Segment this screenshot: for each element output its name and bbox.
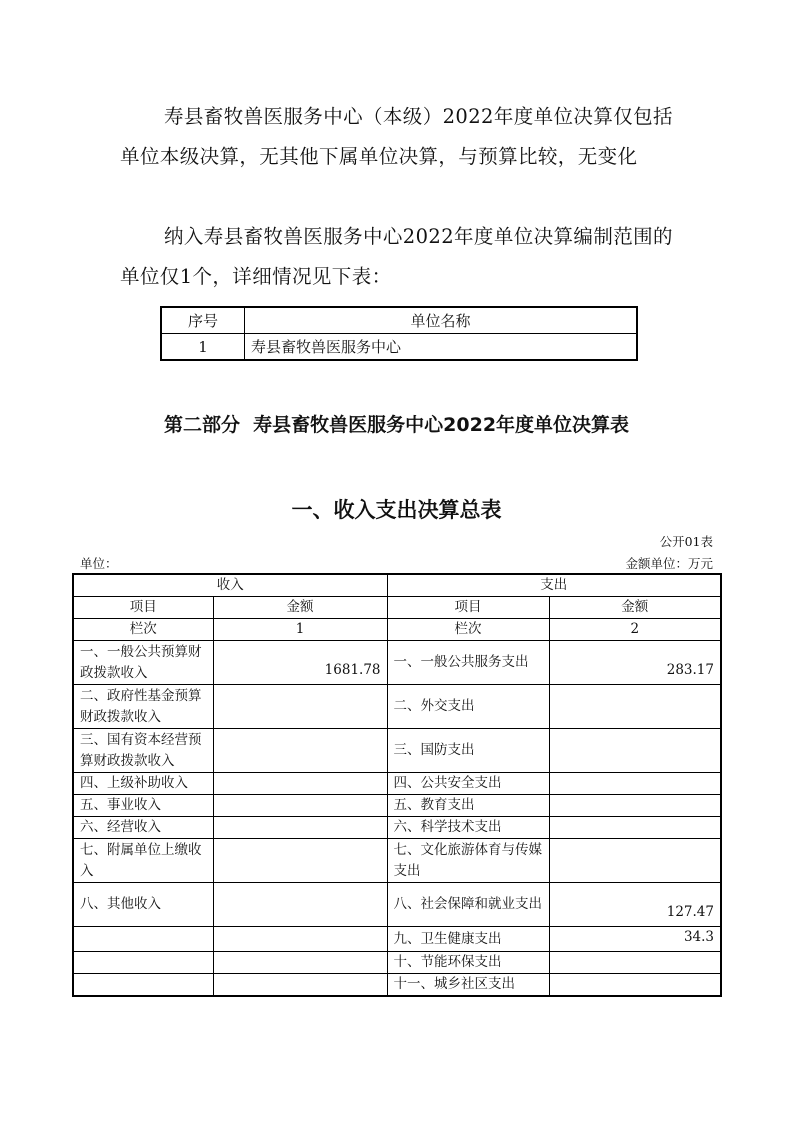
summary-column-header-row	[73, 597, 721, 619]
income-amount-cell: 1681.78	[213, 641, 387, 685]
income-item-cell: 四、上级补助收入	[73, 773, 213, 795]
section-title: 第二部分 寿县畜牧兽医服务中心2022年度单位决算表	[163, 414, 630, 436]
table-row	[73, 839, 721, 883]
expense-item-cell: 二、外交支出	[387, 685, 549, 729]
intro-paragraph-1-text: 寿县畜牧兽医服务中心（本级）2022年度单位决算仅包括单位本级决算，无其他下属单位决算，与预算比较，无变化	[120, 105, 673, 168]
income-item-cell: 三、国有资本经营预算财政拨款收入	[73, 729, 213, 773]
expense-amount-cell: 283.17	[549, 641, 721, 685]
income-column-number: 1	[213, 619, 387, 641]
income-item-header: 项目	[73, 597, 213, 619]
expense-item-cell: 九、卫生健康支出	[387, 927, 549, 952]
table-row	[73, 974, 721, 997]
income-group-header: 收入	[73, 574, 387, 597]
income-amount-cell	[213, 795, 387, 817]
income-expense-summary-table	[72, 573, 722, 997]
expense-group-header: 支出	[387, 574, 721, 597]
income-amount-cell	[213, 883, 387, 927]
expense-item-cell: 一、一般公共服务支出	[387, 641, 549, 685]
income-item-cell	[73, 927, 213, 952]
table-row	[73, 641, 721, 685]
table-row	[73, 927, 721, 952]
summary-body	[73, 641, 721, 997]
table-row	[161, 334, 637, 361]
summary-group-header-row	[73, 574, 721, 597]
amount-unit-label: 金额单位：万元	[625, 556, 713, 571]
table-title: 一、收入支出决算总表	[291, 498, 502, 522]
expense-item-cell: 七、文化旅游体育与传媒支出	[387, 839, 549, 883]
expense-amount-cell	[549, 952, 721, 974]
income-item-cell: 一、一般公共预算财政拨款收入	[73, 641, 213, 685]
table-row	[73, 952, 721, 974]
income-item-cell	[73, 974, 213, 997]
income-item-cell: 八、其他收入	[73, 883, 213, 927]
expense-amount-cell	[549, 773, 721, 795]
unit-table-header-index: 序号	[161, 307, 245, 334]
income-amount-cell	[213, 927, 387, 952]
unit-scope-table	[160, 306, 638, 361]
table-row	[73, 883, 721, 927]
table-row	[73, 773, 721, 795]
expense-amount-cell: 127.47	[549, 883, 721, 927]
expense-amount-cell: 34.3	[549, 927, 721, 952]
unit-table-cell-name: 寿县畜牧兽医服务中心	[245, 334, 638, 361]
income-item-cell: 六、经营收入	[73, 817, 213, 839]
expense-column-number: 2	[549, 619, 721, 641]
summary-column-number-row	[73, 619, 721, 641]
income-amount-cell	[213, 685, 387, 729]
expense-item-cell: 四、公共安全支出	[387, 773, 549, 795]
expense-amount-cell	[549, 685, 721, 729]
income-amount-cell	[213, 817, 387, 839]
expense-amount-cell	[549, 729, 721, 773]
table-row	[73, 795, 721, 817]
table-tag: 公开01表	[659, 534, 713, 549]
expense-amount-cell	[549, 795, 721, 817]
expense-amount-header: 金额	[549, 597, 721, 619]
income-item-cell	[73, 952, 213, 974]
expense-item-header: 项目	[387, 597, 549, 619]
income-amount-header: 金额	[213, 597, 387, 619]
unit-label: 单位：	[80, 556, 118, 571]
intro-paragraph-2	[120, 217, 680, 297]
unit-table-header-name: 单位名称	[245, 307, 638, 334]
income-amount-cell	[213, 839, 387, 883]
income-row-label: 栏次	[73, 619, 213, 641]
intro-paragraph-2-text: 纳入寿县畜牧兽医服务中心2022年度单位决算编制范围的单位仅1个，详细情况见下表：	[120, 225, 673, 288]
table-row	[73, 817, 721, 839]
unit-table-header-row	[161, 307, 637, 334]
income-amount-cell	[213, 729, 387, 773]
income-amount-cell	[213, 974, 387, 997]
intro-paragraph-1	[120, 97, 680, 177]
income-amount-cell	[213, 773, 387, 795]
unit-table-cell-index: 1	[161, 334, 245, 361]
expense-item-cell: 五、教育支出	[387, 795, 549, 817]
income-item-cell: 五、事业收入	[73, 795, 213, 817]
expense-item-cell: 三、国防支出	[387, 729, 549, 773]
income-item-cell: 二、政府性基金预算财政拨款收入	[73, 685, 213, 729]
table-row	[73, 685, 721, 729]
expense-amount-cell	[549, 974, 721, 997]
expense-item-cell: 六、科学技术支出	[387, 817, 549, 839]
income-amount-cell	[213, 952, 387, 974]
expense-item-cell: 十一、城乡社区支出	[387, 974, 549, 997]
table-row	[73, 729, 721, 773]
income-item-cell: 七、附属单位上缴收入	[73, 839, 213, 883]
expense-row-label: 栏次	[387, 619, 549, 641]
expense-item-cell: 八、社会保障和就业支出	[387, 883, 549, 927]
expense-amount-cell	[549, 839, 721, 883]
expense-item-cell: 十、节能环保支出	[387, 952, 549, 974]
expense-amount-cell	[549, 817, 721, 839]
